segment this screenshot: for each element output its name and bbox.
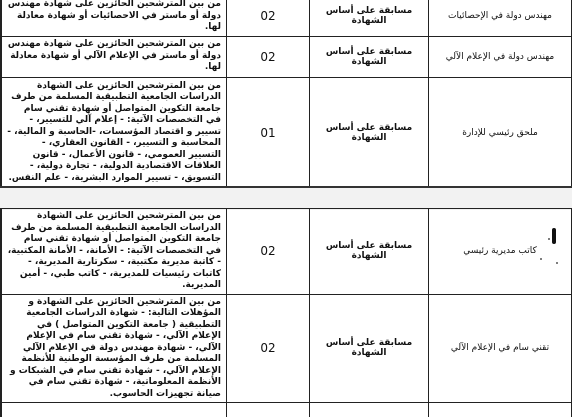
recruitment-table-bottom	[0, 208, 572, 417]
empty-cell	[2, 403, 227, 417]
positions-count-cell: 01	[227, 77, 310, 188]
empty-cell	[429, 403, 572, 417]
conditions-cell: من بين المترشحين الحائزين على الشهادة و المؤهلات التالية: - شهادة الدراسات الجامعية التطبيقية ( جامعة التكوين المتواصل ) في الإعلام الآلي، - شهادة تقني سام في الإعلام الآلي، - شهادة مهندس دولة في الإعلام الآلي المسلمة من طرف المؤسسة الوطنية للأنظمة الإعلام الآلي، - شهادة تقني سام في الشبكات و الأنظمة المعلوماتية، - شهادة تقني سام في صيانة تجهيزات الحاسوب.	[2, 294, 227, 403]
conditions-cell: من بين المترشحين الحائزين على شهادة مهندس دولة أو ماستر في الاحصائيات أو شهادة معادلة لها.	[2, 0, 227, 36]
page-break-gap	[0, 186, 572, 210]
recruitment-mode-cell: مسابقة على أساس الشهادة	[310, 36, 429, 77]
job-title-cell: ملحق رئيسي للإدارة	[429, 77, 572, 188]
conditions-cell: من بين المترشحين الحائزين على شهادة مهندس دولة أو ماستر في الإعلام الآلي أو شهادة معادلة لها.	[2, 36, 227, 77]
positions-count-cell: 02	[227, 36, 310, 77]
recruitment-mode-cell: مسابقة على أساس الشهادة	[310, 209, 429, 295]
job-title-cell: مهندس دولة في الإعلام الآلي	[429, 36, 572, 77]
job-title-cell: كاتب مديرية رئيسي	[429, 209, 572, 295]
recruitment-mode-cell: مسابقة على أساس الشهادة	[310, 77, 429, 188]
empty-cell	[1, 77, 2, 188]
conditions-cell: من بين المترشحين الحائزين على الشهادة الدراسات الجامعية التطبيقية المسلمة من طرف جامعة التكوين المتواصل أو شهادة تقني سام في التخصصات الآتية: - إعلام آلي للتسيير، - تسيير و اقتصاد المؤسسات، -الحاسبة و المالية، - المحاسبة و التسيير، - القانون العقاري، - التسيير العمومي، - قانون الأعمال، - قانون العلاقات الاقتصادية الدولية، - تجارة دولية، - التسويق، - تسيير الموارد البشرية، - علم النفس.	[2, 77, 227, 188]
conditions-cell: من بين المترشحين الحائزين على الشهادة الدراسات الجامعية التطبيقية المسلمة من طرف جامعة التكوين المتواصل أو شهادة تقني سام في التخصصات الآتية: - الأمانة، - الأمانة المكتبية، - كاتبة مديرية مكتبية، - سكرتارية المديرية، - كاتبات رئيسيات للمديرية، - كاتب طبي، - أمين المديرية.	[2, 209, 227, 295]
table-row	[1, 209, 572, 295]
table-row	[1, 36, 572, 77]
job-title-cell: تقني سام في الإعلام الآلي	[429, 294, 572, 403]
empty-cell	[1, 294, 2, 403]
table-row	[1, 77, 572, 188]
scan-mark	[552, 228, 556, 244]
empty-cell	[1, 36, 2, 77]
recruitment-table-top	[0, 0, 572, 189]
empty-cell	[310, 403, 429, 417]
scan-speck	[548, 238, 550, 240]
table-row	[1, 0, 572, 36]
empty-cell	[1, 403, 2, 417]
job-title-cell: مهندس دولة في الإحصائيات	[429, 0, 572, 36]
positions-count-cell: 02	[227, 294, 310, 403]
table-row	[1, 403, 572, 417]
recruitment-mode-cell: مسابقة على أساس الشهادة	[310, 294, 429, 403]
table-row	[1, 294, 572, 403]
positions-count-cell: 02	[227, 0, 310, 36]
empty-cell	[227, 403, 310, 417]
empty-cell	[1, 0, 2, 36]
positions-count-cell: 02	[227, 209, 310, 295]
scan-speck	[556, 262, 558, 264]
empty-cell	[1, 209, 2, 295]
scan-speck	[540, 258, 542, 260]
recruitment-mode-cell: مسابقة على أساس الشهادة	[310, 0, 429, 36]
